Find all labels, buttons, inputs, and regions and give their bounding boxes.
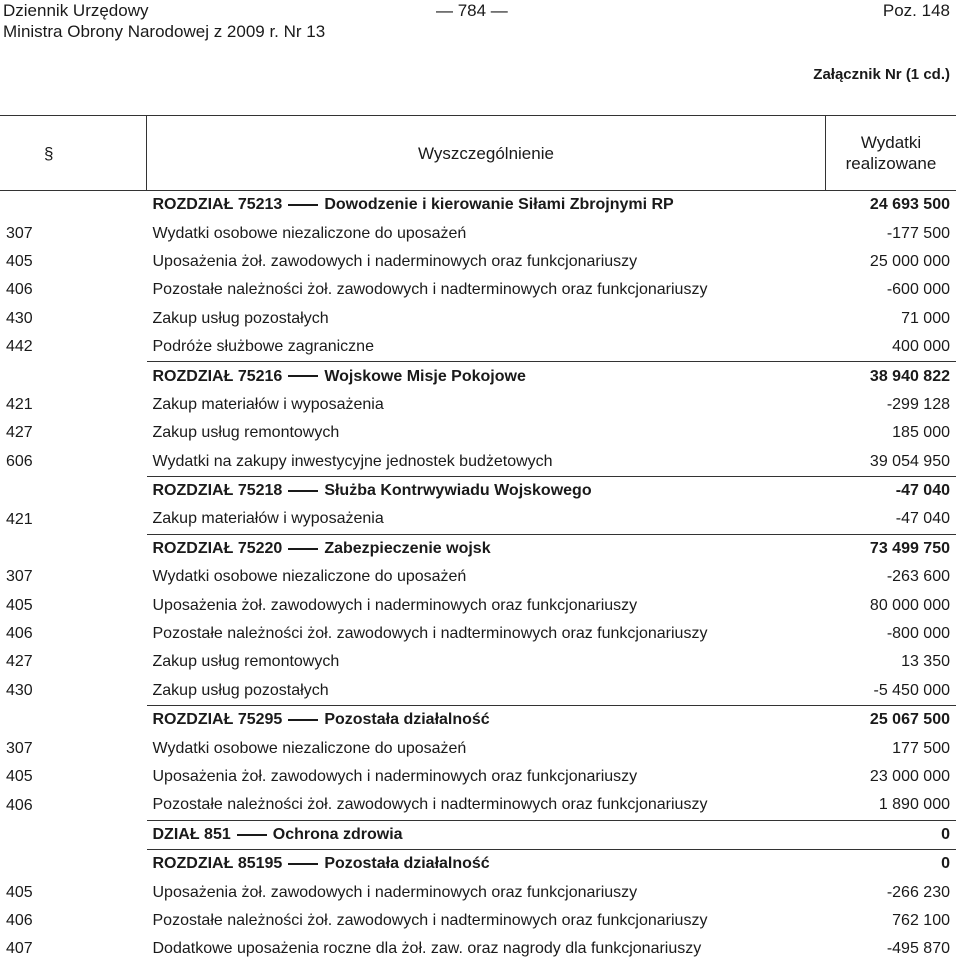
table-body [0,191,956,964]
amount-value: 13 350 [901,653,950,671]
item-description: Zakup usług remontowych [152,653,340,671]
amount-value: 24 693 500 [826,191,957,220]
section-row [0,191,956,220]
amount-value: 25 000 000 [869,252,950,270]
column-header-paragraph: § [0,116,147,191]
paragraph-code: 405 [6,252,33,270]
paragraph-code: 406 [6,911,33,929]
amount-value: -600 000 [886,281,950,299]
em-dash-divider [288,719,318,721]
journal-title: Dziennik Urzędowy [3,1,149,20]
amount-value: 23 000 000 [869,768,950,785]
item-description: Zakup materiałów i wyposażenia [152,510,384,528]
item-description: Uposażenia żoł. zawodowych i naderminowych oraz funkcjonariuszy [152,768,638,785]
section-row [0,362,956,391]
em-dash-divider [288,375,318,377]
amount-value: -263 600 [886,568,950,586]
table-header-row [0,116,956,191]
section-label: DZIAŁ 851 [152,825,231,843]
amount-value: -266 230 [886,883,950,901]
table-row [0,763,956,791]
paragraph-code: 307 [6,568,33,586]
amount-value: 25 067 500 [826,706,957,735]
em-dash-divider [288,548,318,550]
amount-value: 177 500 [892,739,950,757]
column-header-amount-line2: realizowane [845,154,937,173]
paragraph-code: 427 [6,424,33,442]
page-number: — 784 — [436,1,508,20]
paragraph-code [0,534,147,563]
paragraph-code: 421 [6,395,33,413]
item-description: Pozostałe należności żoł. zawodowych i nadterminowych oraz funkcjonariuszy [152,911,708,929]
table-row [0,419,956,447]
column-header-amount-line1: Wydatki [860,133,922,152]
table-row [0,276,956,304]
table-row [0,734,956,762]
paragraph-code: 406 [6,625,33,643]
section-label: ROZDZIAŁ 85195 [152,855,283,873]
page-header-left [3,0,325,42]
table-row [0,648,956,676]
item-description: Wydatki osobowe niezaliczone do uposażeń [152,224,467,242]
item-description: Pozostałe należności żoł. zawodowych i nadterminowych oraz funkcjonariuszy [152,625,708,643]
section-title: Służba Kontrwywiadu Wojskowego [324,482,592,500]
paragraph-code: 307 [6,224,33,242]
section-heading [147,191,826,220]
ministry-line: Ministra Obrony Narodowej z 2009 r. Nr 13 [3,22,326,41]
table-row [0,448,956,477]
amount-value: -47 040 [826,476,957,505]
amount-value: -5 450 000 [873,681,950,699]
section-row [0,476,956,505]
section-label: ROZDZIAŁ 75220 [152,539,283,557]
section-row [0,820,956,849]
paragraph-code [0,476,147,505]
section-label: ROZDZIAŁ 75218 [152,482,283,500]
em-dash-divider [288,204,318,206]
section-label: ROZDZIAŁ 75213 [152,196,283,214]
section-label: ROZDZIAŁ 75295 [152,711,283,729]
item-description: Uposażenia żoł. zawodowych i naderminowych oraz funkcjonariuszy [152,596,638,614]
expenditure-table [0,115,956,964]
table-row [0,620,956,648]
item-description: Pozostałe należności żoł. zawodowych i nadterminowych oraz funkcjonariuszy [152,281,708,299]
section-row [0,849,956,878]
amount-value: 400 000 [892,338,950,356]
amount-value: 39 054 950 [869,452,950,470]
em-dash-divider [288,863,318,865]
item-description: Dodatkowe uposażenia roczne dla żoł. zaw. oraz nagrody dla funkcjonariuszy [152,940,702,958]
paragraph-code [0,191,147,220]
position-number: Poz. 148 [882,1,950,20]
table-row [0,677,956,706]
attachment-label: Załącznik Nr (1 cd.) [813,66,950,83]
item-description: Wydatki osobowe niezaliczone do uposażeń [152,739,467,757]
amount-value: -177 500 [886,224,950,242]
amount-value: 73 499 750 [826,534,957,563]
section-row [0,534,956,563]
amount-value: 71 000 [901,309,950,327]
amount-value: -495 870 [886,940,950,958]
section-heading [147,849,826,878]
table-row [0,305,956,333]
amount-value: -800 000 [886,625,950,643]
amount-value: 1 890 000 [878,796,950,814]
paragraph-code: 430 [6,309,33,327]
section-heading [147,362,826,391]
item-description: Zakup materiałów i wyposażenia [152,395,384,413]
amount-value: 185 000 [892,424,950,442]
em-dash-divider [288,490,318,492]
table-row [0,391,956,419]
item-description: Wydatki na zakupy inwestycyjne jednostek budżetowych [152,452,553,470]
table-row [0,591,956,619]
item-description: Zakup usług pozostałych [152,681,329,699]
column-header-description: Wyszczególnienie [147,116,826,191]
section-title: Pozostała działalność [324,855,490,873]
table-row [0,935,956,963]
section-title: Dowodzenie i kierowanie Siłami Zbrojnymi RP [324,196,674,214]
section-row [0,706,956,735]
table-row [0,219,956,247]
table-row [0,907,956,935]
section-title: Pozostała działalność [324,711,490,729]
section-title: Wojskowe Misje Pokojowe [324,367,526,385]
table-row [0,878,956,906]
table-row [0,563,956,591]
item-description: Wydatki osobowe niezaliczone do uposażeń [152,568,467,586]
amount-value: 0 [826,849,957,878]
paragraph-code: 442 [6,338,33,356]
item-description: Uposażenia żoł. zawodowych i naderminowych oraz funkcjonariuszy [152,883,638,901]
table-row [0,791,956,820]
paragraph-code: 430 [6,682,33,700]
amount-value: 80 000 000 [869,596,950,614]
section-title: Ochrona zdrowia [272,825,403,843]
item-description: Uposażenia żoł. zawodowych i naderminowych oraz funkcjonariuszy [152,252,638,270]
item-description: Pozostałe należności żoł. zawodowych i nadterminowych oraz funkcjonariuszy [152,796,708,814]
paragraph-code: 406 [6,281,33,299]
paragraph-code: 606 [6,452,33,470]
paragraph-code: 405 [6,883,33,901]
paragraph-code: 407 [6,940,33,958]
item-description: Zakup usług remontowych [152,424,340,442]
paragraph-code [0,820,147,849]
section-heading [147,706,826,735]
amount-value: 0 [826,820,957,849]
item-description: Zakup usług pozostałych [152,309,329,327]
paragraph-code [0,849,147,878]
table-row [0,333,956,362]
paragraph-code: 405 [6,768,33,785]
section-title: Zabezpieczenie wojsk [324,539,491,557]
table-row [0,248,956,276]
section-label: ROZDZIAŁ 75216 [152,367,283,385]
paragraph-code: 427 [6,653,33,671]
section-heading [147,476,826,505]
em-dash-divider [237,834,267,836]
amount-value: 762 100 [892,911,950,929]
paragraph-code [0,362,147,391]
column-header-amount [826,116,957,191]
paragraph-code [0,706,147,735]
section-heading [147,820,826,849]
paragraph-code: 405 [6,596,33,614]
amount-value: -47 040 [895,510,950,528]
amount-value: -299 128 [886,395,950,413]
amount-value: 38 940 822 [826,362,957,391]
section-heading [147,534,826,563]
item-description: Podróże służbowe zagraniczne [152,338,374,356]
paragraph-code: 307 [6,739,33,757]
table-row [0,505,956,534]
paragraph-code: 406 [6,796,33,814]
paragraph-code: 421 [6,510,33,528]
